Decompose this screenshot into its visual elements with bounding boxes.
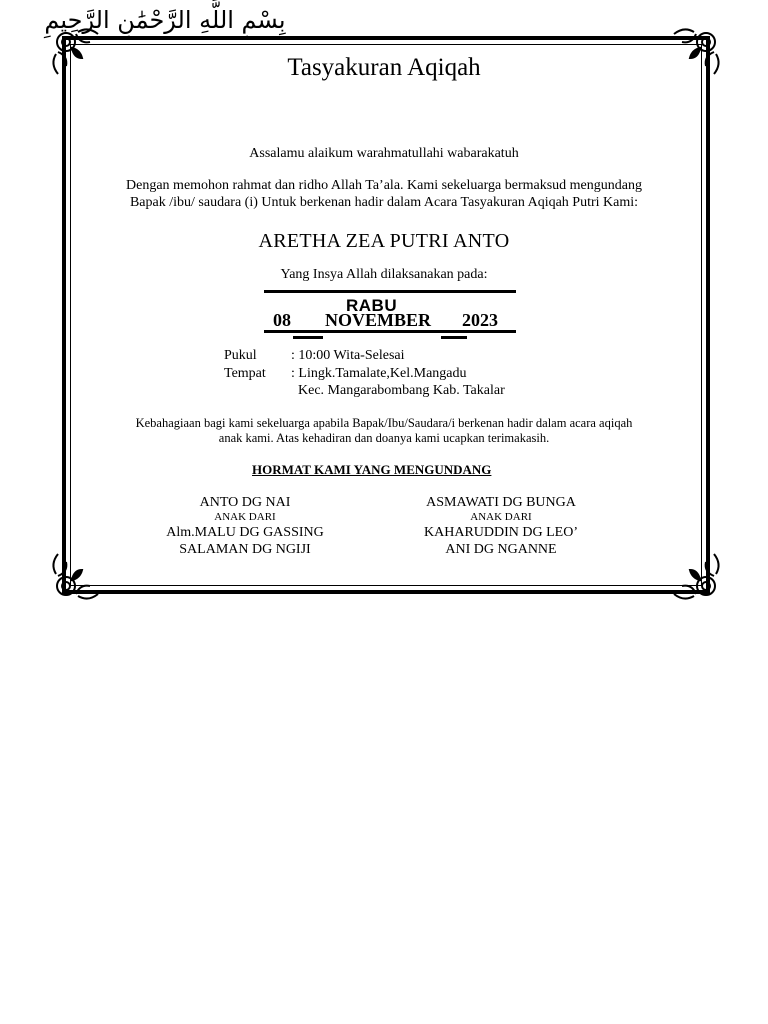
host-right-name: ASMAWATI DG BUNGA: [426, 495, 576, 510]
greeting-text: Assalamu alaikum warahmatullahi wabarakatuh: [249, 146, 519, 161]
host-left-family: [140, 494, 350, 558]
date-day-name: RABU: [346, 296, 398, 315]
place-value-line-1: : Lingk.Tamalate,Kel.Mangadu: [291, 366, 467, 381]
host-right-relation: ANAK DARI: [470, 511, 532, 523]
child-name: ARETHA ZEA PUTRI ANTO: [258, 230, 510, 252]
host-left-parent-2: SALAMAN DG NGIJI: [179, 542, 311, 557]
signoff-heading: HORMAT KAMI YANG MENGUNDANG: [252, 462, 492, 477]
time-value: : 10:00 Wita-Selesai: [291, 348, 405, 363]
date-top-rule: [264, 290, 516, 293]
date-month: NOVEMBER: [325, 310, 432, 330]
floral-corner-bottom-right-icon: [660, 540, 724, 604]
bismillah-text: بِسْمِ اللَّهِ الرَّحْمَٰنِ الرَّحِيمِ: [44, 6, 286, 34]
host-right-family: [396, 494, 606, 558]
held-on-text: Yang Insya Allah dilaksanakan pada:: [280, 267, 488, 282]
host-right-parent-2: ANI DG NGANNE: [445, 542, 557, 557]
intro-line-1: Dengan memohon rahmat dan ridho Allah Ta’ala. Kami sekeluarga bermaksud mengundang: [126, 178, 642, 193]
host-left-parent-1: Alm.MALU DG GASSING: [166, 525, 324, 540]
host-right-parent-1: KAHARUDDIN DG LEO’: [424, 525, 578, 540]
time-label: Pukul: [224, 348, 257, 363]
date-year: 2023: [462, 310, 498, 330]
floral-corner-bottom-left-icon: [48, 540, 112, 604]
date-bottom-rule: [264, 330, 516, 333]
date-underline-mark: [441, 336, 467, 339]
host-left-relation: ANAK DARI: [214, 511, 276, 523]
host-left-name: ANTO DG NAI: [199, 495, 291, 510]
place-value-line-2: Kec. Mangarabombang Kab. Takalar: [298, 383, 505, 398]
closing-line-2: anak kami. Atas kehadiran dan doanya kami ucapkan terimakasih.: [218, 431, 550, 445]
intro-line-2: Bapak /ibu/ saudara (i) Untuk berkenan hadir dalam Acara Tasyakuran Aqiqah Putri Kami:: [129, 195, 639, 210]
closing-line-1: Kebahagiaan bagi kami sekeluarga apabila Bapak/Ibu/Saudara/i berkenan hadir dalam acara aqiqah: [135, 416, 633, 430]
invitation-title: Tasyakuran Aqiqah: [287, 54, 481, 81]
place-label: Tempat: [224, 366, 266, 381]
date-underline-mark: [293, 336, 323, 339]
date-day: 08: [273, 310, 291, 330]
